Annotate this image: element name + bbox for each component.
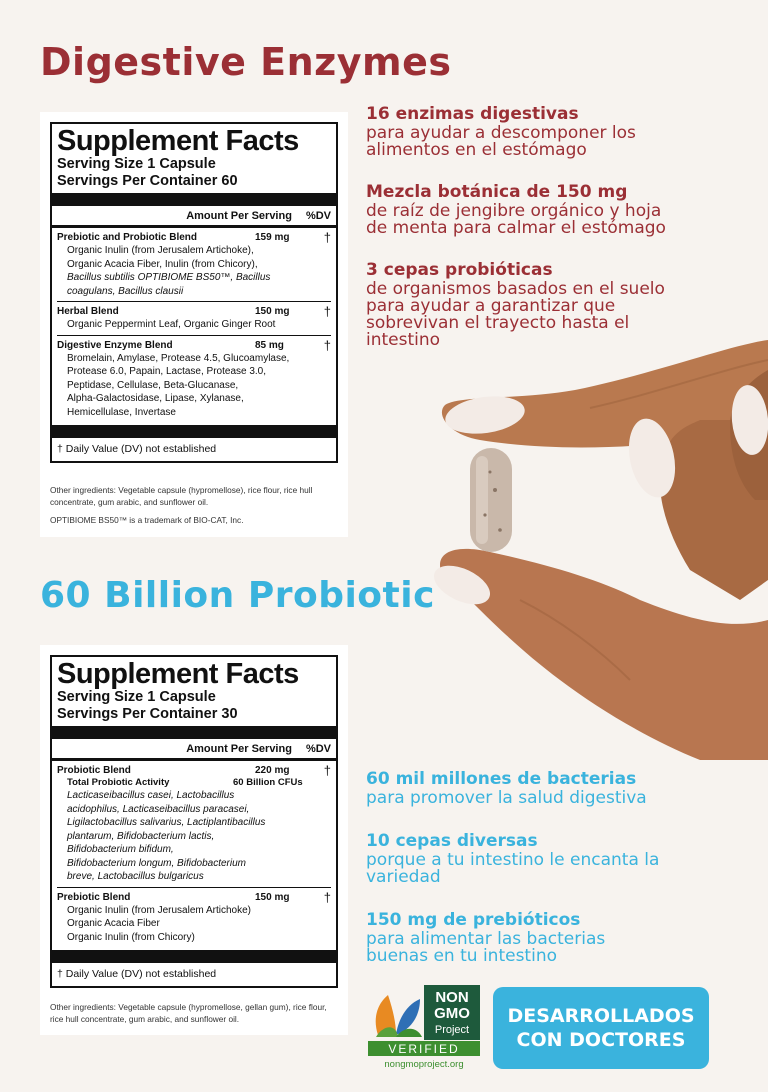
feature-probiotic-1 (366, 768, 746, 807)
ingredient-line: Organic Peppermint Leaf, Organic Ginger Root (67, 319, 276, 330)
dv-dagger: † (323, 337, 331, 353)
feature-probiotic-2 (366, 830, 746, 886)
feature-heading: 10 cepas diversas (366, 831, 538, 851)
feature-heading: 16 enzimas digestivas (366, 104, 579, 124)
feature-body: buenas en tu intestino (366, 946, 558, 966)
ingredient-line: Bromelain, Amylase, Protease 4.5, Glucoamylase, (67, 352, 290, 364)
ingredient-line: Alpha-Galactosidase, Lipase, Xylanase, (67, 393, 244, 404)
blend-name: Prebiotic Blend (57, 891, 131, 903)
trademark-note: OPTIBIOME BS50™ is a trademark of BIO-CAT, Inc. (50, 515, 244, 525)
ingredient-line: Bifidobacterium longum, Bifidobacterium (67, 857, 246, 869)
doctors-badge-line2: CON DOCTORES (516, 1029, 686, 1051)
dv-note: † Daily Value (DV) not established (57, 968, 217, 980)
blend-name: Prebiotic and Probiotic Blend (57, 232, 198, 243)
ingredient-line: Organic Inulin (from Jerusalem Artichoke) (67, 904, 251, 916)
blend-amount: 220 mg (255, 765, 290, 776)
feature-heading: 60 mil millones de bacterias (366, 769, 637, 789)
doctors-badge-line1: DESARROLLADOS (507, 1005, 695, 1027)
divider-bar (52, 193, 336, 206)
blend-prebiotic-probiotic (57, 228, 331, 302)
divider-bar (52, 950, 336, 963)
sub-amount: 60 Billion CFUs (233, 777, 303, 788)
dv-note: † Daily Value (DV) not established (57, 443, 217, 455)
nongmo-line2: GMO (434, 1005, 470, 1022)
feature-heading: 150 mg de prebióticos (366, 910, 581, 930)
total-probiotic-activity-row (57, 777, 331, 789)
feature-body: intestino (366, 330, 441, 350)
ingredient-line: Organic Inulin (from Jerusalem Artichoke), (67, 245, 254, 256)
supplement-facts-panel (50, 655, 338, 988)
hand-holding-capsule-image (400, 300, 768, 760)
supplement-facts-panel (50, 122, 338, 463)
feature-body: para alimentar las bacterias (366, 929, 606, 949)
blend-herbal (57, 302, 331, 336)
feature-enzymes-2 (366, 181, 746, 237)
ingredient-line: Organic Acacia Fiber, Inulin (from Chicory), (67, 258, 258, 270)
digestive-enzymes-title: Digestive Enzymes (40, 40, 452, 84)
developed-with-doctors-badge (493, 987, 709, 1069)
ingredient-line: Ligilactobacillus salivarius, Lactiplantibacillus (67, 817, 266, 828)
facts-heading: Supplement Facts (57, 125, 299, 157)
serving-size: Serving Size 1 Capsule (57, 689, 216, 705)
ingredient-line: Lacticaseibacillus casei, Lactobacillus (67, 790, 235, 801)
serving-size: Serving Size 1 Capsule (57, 156, 216, 172)
blend-prebiotic (57, 888, 331, 948)
dv-dagger: † (323, 230, 331, 245)
ingredient-line: acidophilus, Lacticaseibacillus paracasei, (67, 803, 250, 815)
blend-amount: 159 mg (255, 232, 290, 243)
dv-dagger: † (323, 304, 331, 319)
dv-header: %DV (305, 210, 331, 222)
blend-name: Digestive Enzyme Blend (57, 339, 173, 351)
feature-heading: Mezcla botánica de 150 mg (366, 182, 628, 202)
dv-dagger: † (323, 763, 331, 778)
nongmo-url: nongmoproject.org (384, 1059, 464, 1070)
ingredient-line: Bacillus subtilis OPTIBIOME BS50™, Bacillus (67, 272, 271, 283)
feature-body: de organismos basados en el suelo (366, 279, 665, 299)
feature-body: de raíz de jengibre orgánico y hoja (366, 201, 662, 221)
feature-probiotic-3 (366, 909, 746, 965)
feature-body: para ayudar a descomponer los (366, 123, 636, 143)
blend-probiotic (57, 761, 331, 888)
ingredient-line: Organic Inulin (from Chicory) (67, 931, 195, 943)
nongmo-verified: VERIFIED (388, 1042, 460, 1056)
feature-body: para ayudar a garantizar que (366, 296, 616, 316)
amount-header-row (52, 739, 336, 761)
feature-body: para promover la salud digestiva (366, 788, 647, 808)
blend-name: Probiotic Blend (57, 765, 131, 776)
amount-header-row (52, 206, 336, 228)
feature-body: variedad (366, 867, 441, 887)
divider-bar (52, 425, 336, 438)
ingredient-line: Peptidase, Cellulase, Beta-Glucanase, (67, 379, 239, 391)
amount-per-serving-label: Amount Per Serving (186, 743, 292, 755)
feature-heading: 3 cepas probióticas (366, 260, 553, 280)
ingredient-line: Organic Acacia Fiber (67, 918, 160, 929)
sub-name: Total Probiotic Activity (67, 777, 170, 788)
dv-dagger: † (323, 889, 331, 905)
probiotic-title: 60 Billion Probiotic (40, 575, 435, 616)
blend-digestive-enzyme (57, 336, 331, 423)
non-gmo-verified-badge (368, 985, 480, 1070)
other-ingredients: Other ingredients: Vegetable capsule (hypromellose, gellan gum), rice flour, rice hull concentrate, gum arabic, and sunflower oil. (50, 1002, 327, 1024)
ingredient-line: Bifidobacterium bifidum, (67, 844, 174, 855)
servings-per-container: Servings Per Container 60 (57, 173, 238, 189)
amount-per-serving-label: Amount Per Serving (186, 210, 292, 222)
feature-body: porque a tu intestino le encanta la (366, 850, 660, 870)
facts-heading: Supplement Facts (57, 658, 299, 690)
nongmo-line3: Project (434, 1024, 470, 1036)
ingredient-line: plantarum, Bifidobacterium lactis, (67, 830, 215, 842)
supplement-facts-card-enzymes (40, 112, 348, 537)
supplement-facts-card-probiotic (40, 645, 348, 1035)
feature-body: sobrevivan el trayecto hasta el (366, 313, 630, 333)
ingredient-line: Hemicellulase, Invertase (67, 406, 176, 418)
dv-header: %DV (305, 743, 331, 755)
ingredient-line: Protease 6.0, Papain, Lactase, Protease 3.0, (67, 366, 267, 377)
blend-amount: 150 mg (255, 891, 290, 903)
other-ingredients: Other ingredients: Vegetable capsule (hypromellose), rice flour, rice hull concentrate, gum arabic, and sunflower oil. (50, 485, 313, 507)
blend-name: Herbal Blend (57, 306, 119, 317)
ingredient-line: coagulans, Bacillus clausii (67, 285, 184, 297)
divider-bar (52, 726, 336, 739)
feature-body: de menta para calmar el estómago (366, 218, 666, 238)
nongmo-line1: NON (435, 989, 469, 1006)
feature-enzymes-1 (366, 103, 746, 159)
blend-amount: 85 mg (255, 339, 284, 351)
ingredient-line: breve, Lactobacillus bulgaricus (67, 871, 204, 882)
servings-per-container: Servings Per Container 30 (57, 706, 238, 722)
feature-body: alimentos en el estómago (366, 140, 587, 160)
blend-amount: 150 mg (255, 306, 290, 317)
